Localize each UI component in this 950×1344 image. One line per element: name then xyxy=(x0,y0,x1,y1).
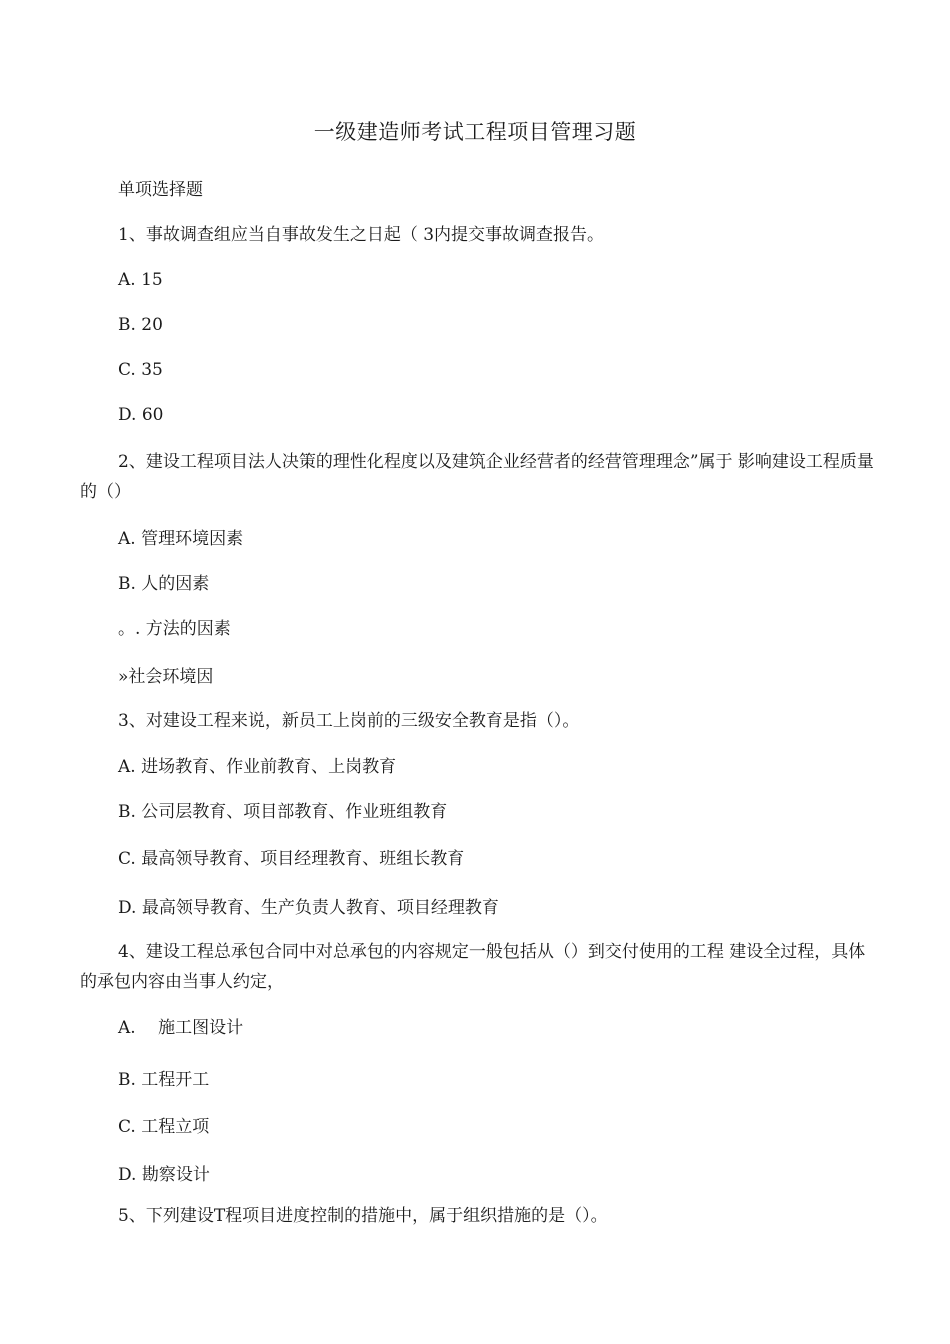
question-2-option-d: »社会环境因 xyxy=(118,667,214,687)
document-title: 一级建造师考试工程项目管理习题 xyxy=(313,120,637,144)
question-3-option-b: B. 公司层教育、项目部教育、作业班组教育 xyxy=(118,802,448,822)
section-heading: 单项选择题 xyxy=(118,180,203,200)
question-4-option-c: C. 工程立项 xyxy=(118,1117,210,1137)
question-3-option-c: C. 最高领导教育、项目经理教育、班组长教育 xyxy=(118,849,465,869)
question-1-stem: 1、事故调查组应当自事故发生之日起（ 3内提交事故调查报告。 xyxy=(118,225,605,245)
question-3-option-d: D. 最高领导教育、生产负责人教育、项目经理教育 xyxy=(118,898,499,918)
question-1-option-b: B. 20 xyxy=(118,315,163,335)
question-4-option-d: D. 勘察设计 xyxy=(118,1165,210,1185)
question-2-option-a: A. 管理环境因素 xyxy=(118,529,244,549)
question-5-stem: 5、下列建设T程项目进度控制的措施中，属于组织措施的是（）。 xyxy=(118,1206,608,1226)
question-4-option-b: B. 工程开工 xyxy=(118,1070,210,1090)
question-1-option-a: A. 15 xyxy=(118,270,163,290)
question-1-option-c: C. 35 xyxy=(118,360,163,380)
question-1-option-d: D. 60 xyxy=(118,405,164,425)
question-3-stem: 3、对建设工程来说，新员工上岗前的三级安全教育是指（）。 xyxy=(118,711,580,731)
question-2-option-b: B. 人的因素 xyxy=(118,574,210,594)
question-4-option-a: A. 施工图设计 xyxy=(118,1018,244,1038)
question-2-option-c: 。. 方法的因素 xyxy=(118,619,231,639)
question-4-stem: 4、建设工程总承包合同中对总承包的内容规定一般包括从（）到交付使用的工程 建设全过程，具体的承包内容由当事人约定， xyxy=(80,942,866,992)
question-2-stem: 2、建设工程项目法人决策的理性化程度以及建筑企业经营者的经营管理理念”属于 影响建设工程质量的（） xyxy=(80,452,874,502)
question-3-option-a: A. 进场教育、作业前教育、上岗教育 xyxy=(118,757,397,777)
